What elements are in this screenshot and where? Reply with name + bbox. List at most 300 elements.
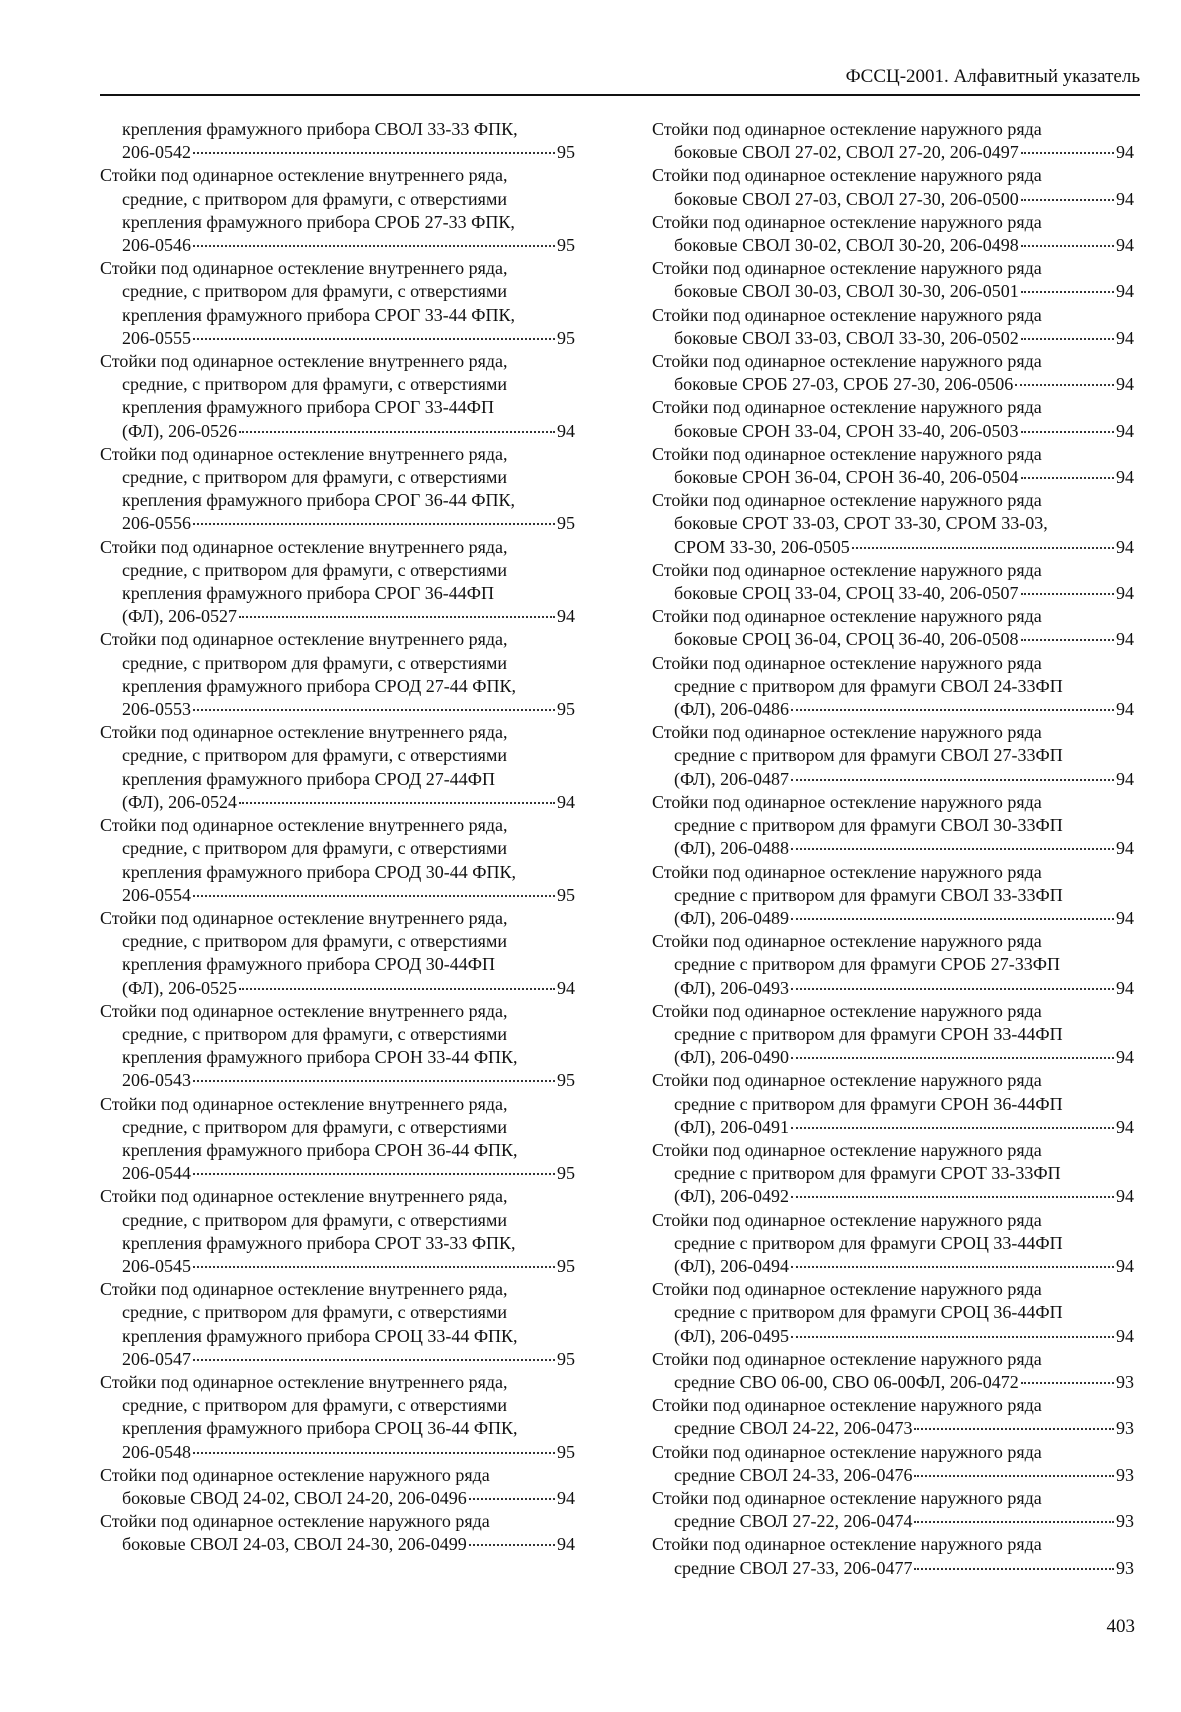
index-entry	[100, 907, 575, 1000]
entry-page-ref[interactable]: 95	[557, 1255, 575, 1276]
index-entry	[652, 1394, 1134, 1440]
dot-leader	[1021, 245, 1114, 247]
entry-text-line: Стойки под одинарное остекление наружного ряда	[652, 1209, 1042, 1230]
index-entry	[652, 489, 1134, 559]
entry-text-line: крепления фрамужного прибора СРОГ 36-44 ФПК,	[122, 490, 515, 511]
entry-text-line: Стойки под одинарное остекление внутреннего ряда,	[100, 1371, 508, 1392]
entry-text-line: средние с притвором для фрамуги СРОН 33-44ФП	[674, 1023, 1063, 1044]
entry-text-line: крепления фрамужного прибора СРОГ 33-44ФП	[122, 397, 494, 418]
entry-text-line: средние с притвором для фрамуги СРОН 36-44ФП	[674, 1093, 1063, 1114]
entry-leader-line	[674, 837, 1134, 860]
dot-leader	[239, 988, 555, 990]
index-entry	[100, 1000, 575, 1093]
index-entry	[652, 1348, 1134, 1394]
entry-leader-line	[674, 373, 1134, 396]
entry-code: (ФЛ), 206-0495	[674, 1325, 790, 1346]
entry-text-line: Стойки под одинарное остекление наружного ряда	[652, 1534, 1042, 1555]
entry-leader-line	[674, 1325, 1134, 1348]
entry-page-ref[interactable]: 94	[1116, 1325, 1134, 1346]
entry-page-ref[interactable]: 95	[557, 142, 575, 163]
entry-code: средние СВО 06-00, СВО 06-00ФЛ, 206-0472	[674, 1371, 1019, 1392]
dot-leader	[791, 1127, 1114, 1129]
dot-leader	[791, 1196, 1114, 1198]
entry-leader-line	[674, 768, 1134, 791]
header-title: ФССЦ-2001. Алфавитный указатель	[845, 66, 1140, 87]
entry-text-line: Стойки под одинарное остекление внутреннего ряда,	[100, 1093, 508, 1114]
dot-leader	[193, 1173, 555, 1175]
index-entry	[100, 721, 575, 814]
index-entry	[100, 350, 575, 443]
index-entry	[100, 257, 575, 350]
entry-text-line: крепления фрамужного прибора СРОД 27-44ФП	[122, 768, 495, 789]
entry-text-line: Стойки под одинарное остекление наружного ряда	[652, 1441, 1042, 1462]
entry-text-line: средние с притвором для фрамуги СРОБ 27-33ФП	[674, 954, 1060, 975]
entry-code: (ФЛ), 206-0524	[122, 791, 238, 812]
entry-text-line: средние с притвором для фрамуги СРОТ 33-33ФП	[674, 1163, 1061, 1184]
index-entry	[100, 1464, 575, 1510]
dot-leader	[791, 1336, 1114, 1338]
dot-leader	[791, 779, 1114, 781]
entry-leader-line	[674, 907, 1134, 930]
entry-code: (ФЛ), 206-0489	[674, 907, 790, 928]
dot-leader	[469, 1498, 555, 1500]
entry-leader-line	[122, 1162, 575, 1185]
index-entry	[100, 118, 575, 164]
entry-text-line: Стойки под одинарное остекление наружного ряда	[652, 1139, 1042, 1160]
entry-page-ref[interactable]: 94	[1116, 1255, 1134, 1276]
index-column-right	[652, 118, 1134, 1580]
entry-page-ref[interactable]: 94	[1116, 327, 1134, 348]
dot-leader	[1021, 639, 1114, 641]
entry-leader-line	[674, 977, 1134, 1000]
entry-code: (ФЛ), 206-0494	[674, 1255, 790, 1276]
entry-text-line: крепления фрамужного прибора СРОД 30-44ФП	[122, 954, 495, 975]
index-entry	[100, 443, 575, 536]
entry-code: боковые СРОБ 27-03, СРОБ 27-30, 206-0506	[674, 374, 1014, 395]
entry-text-line: средние, с притвором для фрамуги, с отверстиями	[122, 188, 507, 209]
entry-leader-line	[122, 141, 575, 164]
index-entry	[652, 443, 1134, 489]
index-entry	[652, 1000, 1134, 1070]
entry-text-line: Стойки под одинарное остекление наружного ряда	[652, 119, 1042, 139]
entry-text-line: крепления фрамужного прибора СРОТ 33-33 ФПК,	[122, 1232, 516, 1253]
entry-leader-line	[122, 1069, 575, 1092]
entry-leader-line	[122, 1533, 575, 1556]
index-entry	[100, 164, 575, 257]
index-entry	[100, 1371, 575, 1464]
dot-leader	[239, 431, 555, 433]
entry-text-line: средние, с притвором для фрамуги, с отверстиями	[122, 1209, 507, 1230]
entry-leader-line	[122, 698, 575, 721]
entry-code: боковые СРОЦ 33-04, СРОЦ 33-40, 206-0507	[674, 583, 1019, 604]
entry-leader-line	[674, 466, 1134, 489]
entry-code: (ФЛ), 206-0527	[122, 606, 238, 627]
dot-leader	[1021, 199, 1114, 201]
entry-leader-line	[674, 1417, 1134, 1440]
index-entry	[100, 814, 575, 907]
index-entry	[652, 721, 1134, 791]
index-entry	[652, 1533, 1134, 1579]
entry-leader-line	[122, 234, 575, 257]
entry-page-ref[interactable]: 95	[557, 1163, 575, 1184]
entry-page-ref[interactable]: 94	[1116, 977, 1134, 998]
entry-code: 206-0547	[122, 1348, 191, 1369]
entry-page-ref[interactable]: 94	[1116, 629, 1134, 650]
running-header	[100, 64, 1140, 96]
index-entry	[100, 1278, 575, 1371]
entry-code: (ФЛ), 206-0525	[122, 977, 238, 998]
index-entry	[652, 652, 1134, 722]
entry-text-line: Стойки под одинарное остекление наружного ряда	[652, 443, 1042, 464]
index-entry	[100, 1185, 575, 1278]
dot-leader	[1021, 291, 1114, 293]
dot-leader	[469, 1544, 555, 1546]
index-column-left	[100, 118, 575, 1557]
entry-code: средние СВОЛ 24-22, 206-0473	[674, 1418, 913, 1439]
dot-leader	[791, 918, 1114, 920]
entry-text-line: Стойки под одинарное остекление наружного ряда	[652, 1000, 1042, 1021]
entry-leader-line	[674, 1557, 1134, 1580]
entry-leader-line	[674, 1046, 1134, 1069]
dot-leader	[914, 1568, 1114, 1570]
dot-leader	[852, 547, 1114, 549]
entry-text-line: Стойки под одинарное остекление наружного ряда	[652, 931, 1042, 952]
dot-leader	[1021, 1382, 1114, 1384]
entry-code: (ФЛ), 206-0487	[674, 768, 790, 789]
entry-code: боковые СРОН 33-04, СРОН 33-40, 206-0503	[674, 420, 1019, 441]
entry-page-ref[interactable]: 95	[557, 1348, 575, 1369]
entry-page-ref[interactable]: 93	[1116, 1371, 1134, 1392]
dot-leader	[914, 1521, 1114, 1523]
entry-leader-line	[122, 512, 575, 535]
entry-text-line: средние с притвором для фрамуги СВОЛ 24-33ФП	[674, 675, 1063, 696]
entry-page-ref[interactable]: 94	[1116, 374, 1134, 395]
entry-leader-line	[674, 582, 1134, 605]
entry-text-line: Стойки под одинарное остекление внутреннего ряда,	[100, 1186, 508, 1207]
dot-leader	[1021, 431, 1114, 433]
entry-code: боковые СВОЛ 27-03, СВОЛ 27-30, 206-0500	[674, 188, 1019, 209]
entry-text-line: средние, с притвором для фрамуги, с отверстиями	[122, 652, 507, 673]
entry-text-line: Стойки под одинарное остекление наружного ряда	[652, 1348, 1042, 1369]
dot-leader	[193, 338, 555, 340]
entry-text-line: средние, с притвором для фрамуги, с отверстиями	[122, 559, 507, 580]
dot-leader	[193, 895, 555, 897]
index-entry	[100, 536, 575, 629]
index-entry	[652, 304, 1134, 350]
entry-code: 206-0555	[122, 327, 191, 348]
index-entry	[652, 861, 1134, 931]
entry-page-ref[interactable]: 94	[1116, 188, 1134, 209]
entry-page-ref[interactable]: 94	[557, 1534, 575, 1555]
entry-text-line: Стойки под одинарное остекление внутреннего ряда,	[100, 1279, 508, 1300]
entry-code: (ФЛ), 206-0488	[674, 838, 790, 859]
entry-page-ref[interactable]: 94	[1116, 420, 1134, 441]
entry-text-line: Стойки под одинарное остекление внутреннего ряда,	[100, 907, 508, 928]
entry-page-ref[interactable]: 95	[557, 884, 575, 905]
entry-leader-line	[674, 280, 1134, 303]
entry-leader-line	[674, 698, 1134, 721]
entry-text-line: крепления фрамужного прибора СВОЛ 33-33 ФПК,	[122, 119, 518, 139]
entry-text-line: Стойки под одинарное остекление наружного ряда	[652, 722, 1042, 743]
index-entry	[652, 1278, 1134, 1348]
entry-page-ref[interactable]: 94	[1116, 1116, 1134, 1137]
entry-page-ref[interactable]: 94	[1116, 467, 1134, 488]
entry-leader-line	[122, 327, 575, 350]
entry-page-ref[interactable]: 94	[1116, 281, 1134, 302]
entry-text-line: боковые СРОТ 33-03, СРОТ 33-30, СРОМ 33-03,	[674, 513, 1048, 534]
entry-text-line: крепления фрамужного прибора СРОД 30-44 ФПК,	[122, 861, 516, 882]
entry-text-line: Стойки под одинарное остекление наружного ряда	[652, 490, 1042, 511]
dot-leader	[193, 1080, 555, 1082]
dot-leader	[1021, 338, 1114, 340]
entry-code: боковые СВОЛ 27-02, СВОЛ 27-20, 206-0497	[674, 142, 1019, 163]
entry-code: (ФЛ), 206-0492	[674, 1186, 790, 1207]
entry-text-line: средние, с притвором для фрамуги, с отверстиями	[122, 838, 507, 859]
entry-text-line: Стойки под одинарное остекление наружного ряда	[652, 351, 1042, 372]
entry-code: (ФЛ), 206-0490	[674, 1047, 790, 1068]
entry-leader-line	[674, 1510, 1134, 1533]
entry-text-line: Стойки под одинарное остекление наружного ряда	[652, 165, 1042, 186]
entry-leader-line	[122, 1255, 575, 1278]
entry-text-line: крепления фрамужного прибора СРОБ 27-33 ФПК,	[122, 211, 515, 232]
entry-page-ref[interactable]: 94	[557, 791, 575, 812]
dot-leader	[914, 1475, 1114, 1477]
entry-page-ref[interactable]: 95	[557, 699, 575, 720]
dot-leader	[791, 1057, 1114, 1059]
entry-page-ref[interactable]: 94	[1116, 1047, 1134, 1068]
entry-page-ref[interactable]: 93	[1116, 1464, 1134, 1485]
entry-page-ref[interactable]: 94	[1116, 768, 1134, 789]
entry-code: средние СВОЛ 27-33, 206-0477	[674, 1557, 913, 1578]
entry-text-line: средние с притвором для фрамуги СРОЦ 33-44ФП	[674, 1232, 1063, 1253]
entry-code: 206-0546	[122, 235, 191, 256]
entry-page-ref[interactable]: 95	[557, 1070, 575, 1091]
index-entry	[652, 257, 1134, 303]
entry-code: 206-0554	[122, 884, 191, 905]
index-entry	[652, 1487, 1134, 1533]
entry-text-line: крепления фрамужного прибора СРОН 36-44 ФПК,	[122, 1139, 518, 1160]
dot-leader	[791, 709, 1114, 711]
entry-text-line: средние, с притвором для фрамуги, с отверстиями	[122, 281, 507, 302]
index-entry	[652, 1069, 1134, 1139]
entry-text-line: Стойки под одинарное остекление внутреннего ряда,	[100, 722, 508, 743]
index-entry	[652, 350, 1134, 396]
entry-text-line: Стойки под одинарное остекление наружного ряда	[652, 1279, 1042, 1300]
entry-text-line: средние, с притвором для фрамуги, с отверстиями	[122, 467, 507, 488]
entry-page-ref[interactable]: 94	[557, 606, 575, 627]
entry-text-line: средние, с притвором для фрамуги, с отверстиями	[122, 1023, 507, 1044]
entry-text-line: средние с притвором для фрамуги СВОЛ 33-33ФП	[674, 884, 1063, 905]
entry-code: 206-0548	[122, 1441, 191, 1462]
entry-text-line: крепления фрамужного прибора СРОГ 36-44ФП	[122, 583, 494, 604]
index-entry	[652, 1209, 1134, 1279]
entry-page-ref[interactable]: 93	[1116, 1418, 1134, 1439]
entry-text-line: средние, с притвором для фрамуги, с отверстиями	[122, 374, 507, 395]
entry-text-line: Стойки под одинарное остекление наружного ряда	[652, 1395, 1042, 1416]
dot-leader	[193, 152, 555, 154]
entry-text-line: крепления фрамужного прибора СРОГ 33-44 ФПК,	[122, 304, 515, 325]
entry-code: 206-0545	[122, 1255, 191, 1276]
entry-code: (ФЛ), 206-0486	[674, 699, 790, 720]
entry-text-line: Стойки под одинарное остекление наружного ряда	[100, 1511, 490, 1532]
entry-text-line: Стойки под одинарное остекление наружного ряда	[652, 304, 1042, 325]
dot-leader	[1021, 152, 1114, 154]
entry-page-ref[interactable]: 93	[1116, 1511, 1134, 1532]
entry-text-line: средние с притвором для фрамуги СВОЛ 30-33ФП	[674, 815, 1063, 836]
entry-text-line: Стойки под одинарное остекление наружного ряда	[652, 861, 1042, 882]
index-entry	[100, 628, 575, 721]
entry-code: боковые СВОД 24-02, СВОЛ 24-20, 206-0496	[122, 1487, 467, 1508]
index-entry	[652, 605, 1134, 651]
entry-code: 206-0553	[122, 699, 191, 720]
entry-text-line: средние с притвором для фрамуги СВОЛ 27-33ФП	[674, 745, 1063, 766]
index-entry	[652, 396, 1134, 442]
entry-code: 206-0543	[122, 1070, 191, 1091]
entry-page-ref[interactable]: 94	[557, 1487, 575, 1508]
entry-text-line: Стойки под одинарное остекление наружного ряда	[652, 397, 1042, 418]
dot-leader	[791, 988, 1114, 990]
entry-page-ref[interactable]: 94	[1116, 235, 1134, 256]
entry-text-line: Стойки под одинарное остекление наружного ряда	[100, 1464, 490, 1485]
entry-text-line: Стойки под одинарное остекление внутреннего ряда,	[100, 815, 508, 836]
entry-text-line: средние с притвором для фрамуги СРОЦ 36-44ФП	[674, 1302, 1063, 1323]
dot-leader	[193, 523, 555, 525]
entry-text-line: Стойки под одинарное остекление наружного ряда	[652, 559, 1042, 580]
entry-leader-line	[674, 1371, 1134, 1394]
index-entry	[652, 1139, 1134, 1209]
entry-code: 206-0542	[122, 142, 191, 163]
entry-leader-line	[674, 536, 1134, 559]
dot-leader	[239, 616, 555, 618]
entry-code: боковые СВОЛ 33-03, СВОЛ 33-30, 206-0502	[674, 327, 1019, 348]
entry-text-line: Стойки под одинарное остекление внутреннего ряда,	[100, 629, 508, 650]
index-entry	[652, 164, 1134, 210]
entry-leader-line	[122, 1348, 575, 1371]
entry-page-ref[interactable]: 94	[1116, 583, 1134, 604]
entry-leader-line	[674, 327, 1134, 350]
entry-page-ref[interactable]: 94	[1116, 142, 1134, 163]
dot-leader	[239, 802, 555, 804]
entry-text-line: Стойки под одинарное остекление наружного ряда	[652, 1487, 1042, 1508]
entry-text-line: Стойки под одинарное остекление наружного ряда	[652, 258, 1042, 279]
entry-code: боковые СРОН 36-04, СРОН 36-40, 206-0504	[674, 467, 1019, 488]
entry-page-ref[interactable]: 94	[1116, 536, 1134, 557]
entry-text-line: Стойки под одинарное остекление наружного ряда	[652, 791, 1042, 812]
entry-text-line: Стойки под одинарное остекление внутреннего ряда,	[100, 536, 508, 557]
dot-leader	[1021, 593, 1114, 595]
dot-leader	[193, 709, 555, 711]
entry-page-ref[interactable]: 94	[1116, 1186, 1134, 1207]
dot-leader	[193, 1359, 555, 1361]
index-entry	[652, 1441, 1134, 1487]
entry-page-ref[interactable]: 95	[557, 327, 575, 348]
entry-leader-line	[122, 791, 575, 814]
entry-leader-line	[122, 1487, 575, 1510]
page-number: 403	[1106, 1616, 1135, 1637]
entry-code: 206-0544	[122, 1163, 191, 1184]
index-entry	[100, 1510, 575, 1556]
entry-leader-line	[122, 1441, 575, 1464]
dot-leader	[791, 848, 1114, 850]
entry-page-ref[interactable]: 94	[557, 420, 575, 441]
index-entry	[652, 211, 1134, 257]
index-entry	[652, 930, 1134, 1000]
dot-leader	[1015, 384, 1114, 386]
entry-leader-line	[122, 420, 575, 443]
entry-leader-line	[674, 1255, 1134, 1278]
entry-leader-line	[674, 1464, 1134, 1487]
dot-leader	[914, 1428, 1114, 1430]
entry-leader-line	[674, 234, 1134, 257]
index-entry	[652, 559, 1134, 605]
entry-code: боковые СРОЦ 36-04, СРОЦ 36-40, 206-0508	[674, 629, 1019, 650]
entry-text-line: средние, с притвором для фрамуги, с отверстиями	[122, 1302, 507, 1323]
entry-text-line: Стойки под одинарное остекление наружного ряда	[652, 652, 1042, 673]
entry-text-line: Стойки под одинарное остекление внутреннего ряда,	[100, 258, 508, 279]
dot-leader	[193, 1452, 555, 1454]
entry-page-ref[interactable]: 94	[1116, 907, 1134, 928]
entry-text-line: средние, с притвором для фрамуги, с отверстиями	[122, 745, 507, 766]
entry-code: боковые СВОЛ 30-02, СВОЛ 30-20, 206-0498	[674, 235, 1019, 256]
entry-leader-line	[122, 977, 575, 1000]
entry-leader-line	[122, 605, 575, 628]
entry-text-line: Стойки под одинарное остекление наружного ряда	[652, 606, 1042, 627]
dot-leader	[791, 1266, 1114, 1268]
index-entry	[652, 118, 1134, 164]
entry-leader-line	[674, 188, 1134, 211]
index-entry	[100, 1093, 575, 1186]
entry-code: боковые СВОЛ 24-03, СВОЛ 24-30, 206-0499	[122, 1534, 467, 1555]
entry-text-line: Стойки под одинарное остекление наружного ряда	[652, 211, 1042, 232]
entry-code: средние СВОЛ 24-33, 206-0476	[674, 1464, 913, 1485]
entry-code: (ФЛ), 206-0526	[122, 420, 238, 441]
entry-page-ref[interactable]: 94	[557, 977, 575, 998]
entry-text-line: Стойки под одинарное остекление внутреннего ряда,	[100, 165, 508, 186]
entry-page-ref[interactable]: 93	[1116, 1557, 1134, 1578]
entry-page-ref[interactable]: 94	[1116, 699, 1134, 720]
entry-text-line: Стойки под одинарное остекление наружного ряда	[652, 1070, 1042, 1091]
entry-page-ref[interactable]: 94	[1116, 838, 1134, 859]
entry-text-line: средние, с притвором для фрамуги, с отверстиями	[122, 1395, 507, 1416]
entry-text-line: Стойки под одинарное остекление внутреннего ряда,	[100, 351, 508, 372]
entry-leader-line	[674, 420, 1134, 443]
entry-leader-line	[674, 1185, 1134, 1208]
entry-text-line: Стойки под одинарное остекление внутреннего ряда,	[100, 443, 508, 464]
entry-page-ref[interactable]: 95	[557, 235, 575, 256]
dot-leader	[1021, 477, 1114, 479]
entry-text-line: средние, с притвором для фрамуги, с отверстиями	[122, 1116, 507, 1137]
entry-code: средние СВОЛ 27-22, 206-0474	[674, 1511, 913, 1532]
entry-text-line: средние, с притвором для фрамуги, с отверстиями	[122, 931, 507, 952]
entry-leader-line	[122, 884, 575, 907]
entry-page-ref[interactable]: 95	[557, 513, 575, 534]
entry-text-line: крепления фрамужного прибора СРОЦ 33-44 ФПК,	[122, 1325, 518, 1346]
entry-code: боковые СВОЛ 30-03, СВОЛ 30-30, 206-0501	[674, 281, 1019, 302]
entry-leader-line	[674, 1116, 1134, 1139]
entry-text-line: крепления фрамужного прибора СРОЦ 36-44 ФПК,	[122, 1418, 518, 1439]
entry-text-line: крепления фрамужного прибора СРОН 33-44 ФПК,	[122, 1047, 518, 1068]
entry-code: (ФЛ), 206-0493	[674, 977, 790, 998]
entry-code: 206-0556	[122, 513, 191, 534]
entry-text-line: Стойки под одинарное остекление внутреннего ряда,	[100, 1000, 508, 1021]
dot-leader	[193, 245, 555, 247]
entry-leader-line	[674, 141, 1134, 164]
entry-leader-line	[674, 628, 1134, 651]
entry-code: (ФЛ), 206-0491	[674, 1116, 790, 1137]
index-entry	[652, 791, 1134, 861]
entry-code: СРОМ 33-30, 206-0505	[674, 536, 850, 557]
entry-page-ref[interactable]: 95	[557, 1441, 575, 1462]
